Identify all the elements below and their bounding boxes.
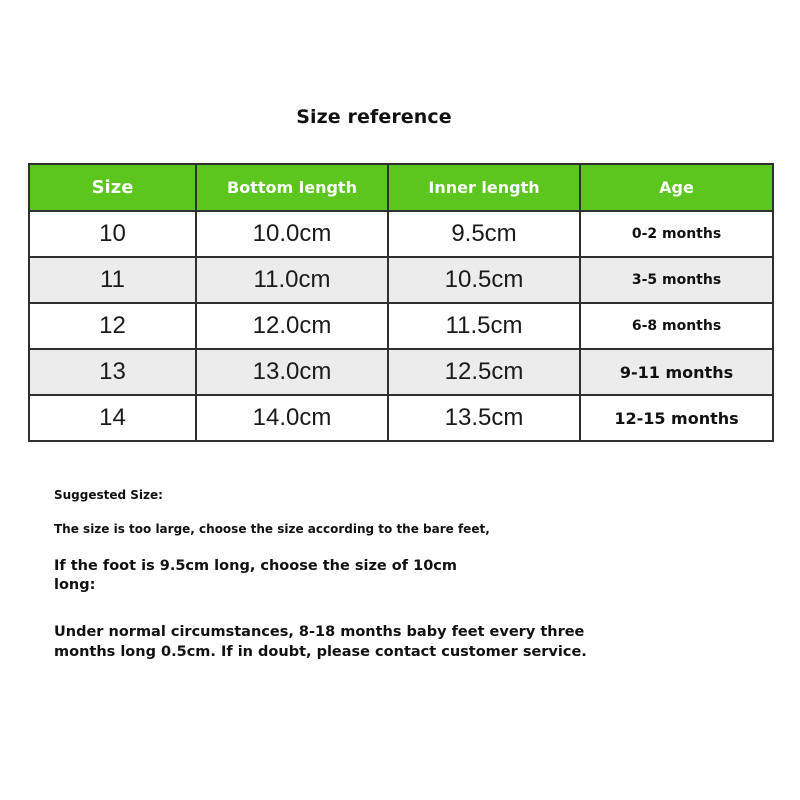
header-age: Age xyxy=(580,164,773,211)
table-row xyxy=(29,211,773,257)
cell-inner-length: 9.5cm xyxy=(388,211,580,257)
suggestion-bare-feet: The size is too large, choose the size according to the bare feet, xyxy=(54,522,490,536)
table-row xyxy=(29,303,773,349)
table-row xyxy=(29,395,773,441)
cell-size: 10 xyxy=(29,211,196,257)
cell-inner-length: 12.5cm xyxy=(388,349,580,395)
cell-age: 0-2 months xyxy=(580,211,773,257)
cell-age: 9-11 months xyxy=(580,349,773,395)
suggestion-foot-example: If the foot is 9.5cm long, choose the size of 10cm long: xyxy=(54,558,457,593)
cell-size: 13 xyxy=(29,349,196,395)
cell-bottom-length: 14.0cm xyxy=(196,395,388,441)
cell-age: 6-8 months xyxy=(580,303,773,349)
cell-bottom-length: 13.0cm xyxy=(196,349,388,395)
header-inner-length: Inner length xyxy=(388,164,580,211)
suggested-size-heading: Suggested Size: xyxy=(54,488,163,502)
cell-bottom-length: 10.0cm xyxy=(196,211,388,257)
cell-size: 11 xyxy=(29,257,196,303)
cell-age: 12-15 months xyxy=(580,395,773,441)
header-size: Size xyxy=(29,164,196,211)
cell-inner-length: 10.5cm xyxy=(388,257,580,303)
cell-bottom-length: 12.0cm xyxy=(196,303,388,349)
table-header-row xyxy=(29,164,773,211)
cell-inner-length: 11.5cm xyxy=(388,303,580,349)
cell-inner-length: 13.5cm xyxy=(388,395,580,441)
header-bottom-length: Bottom length xyxy=(196,164,388,211)
table-row xyxy=(29,257,773,303)
cell-size: 14 xyxy=(29,395,196,441)
table-row xyxy=(29,349,773,395)
cell-size: 12 xyxy=(29,303,196,349)
size-reference-table xyxy=(28,163,774,442)
page-title: Size reference xyxy=(296,106,452,128)
suggestion-growth-note: Under normal circumstances, 8-18 months baby feet every three months long 0.5cm. If in doubt, please contact customer service. xyxy=(54,624,587,660)
cell-age: 3-5 months xyxy=(580,257,773,303)
cell-bottom-length: 11.0cm xyxy=(196,257,388,303)
